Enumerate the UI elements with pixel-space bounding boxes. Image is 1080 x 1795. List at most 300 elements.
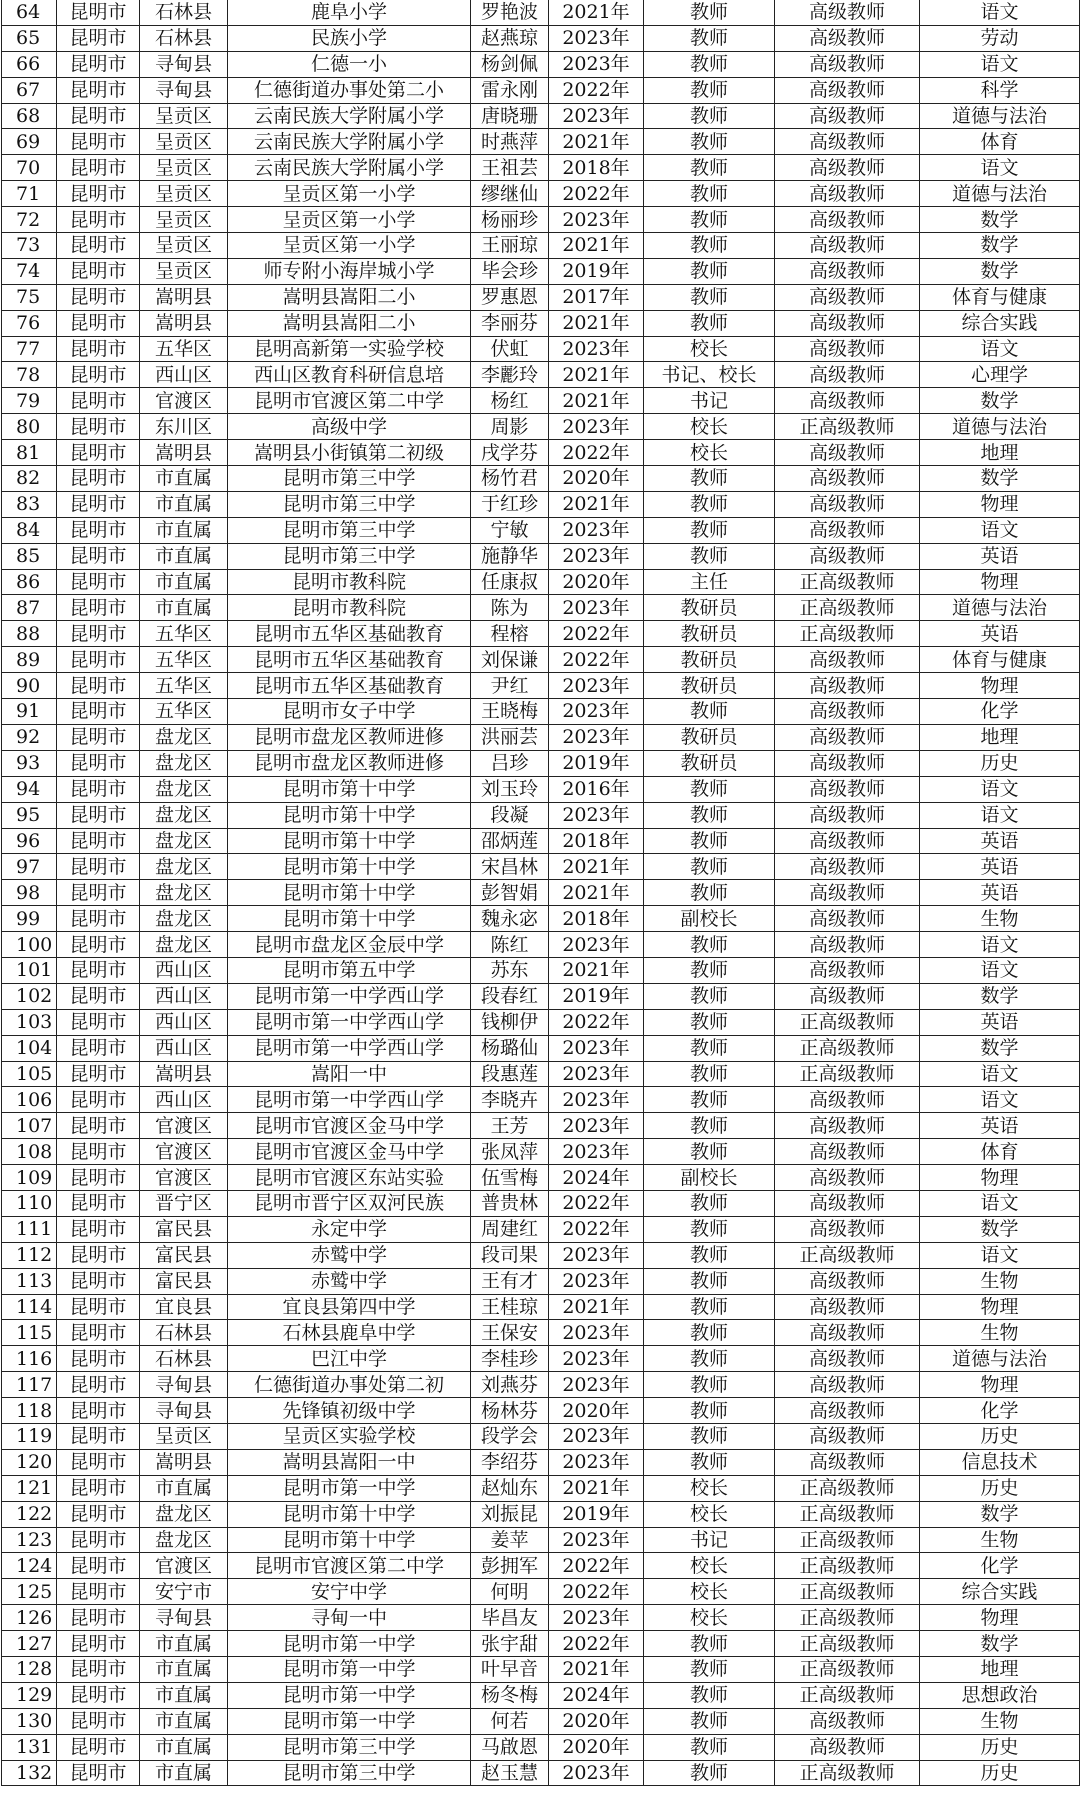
school-cell: 昆明市第十中学 [228,1527,471,1553]
district-cell: 市直属 [140,543,228,569]
title-cell: 高级教师 [775,0,920,25]
district-cell: 市直属 [140,1708,228,1734]
title-cell: 正高级教师 [775,1527,920,1553]
name-cell: 施静华 [471,543,549,569]
name-cell: 缪继仙 [471,181,549,207]
table-row [2,129,1080,155]
school-cell: 昆明市五华区基础教育 [228,647,471,673]
row-number: 71 [2,181,57,207]
school-cell: 寻甸一中 [228,1605,471,1631]
city-cell: 昆明市 [57,1631,140,1657]
position-cell: 教研员 [644,595,775,621]
name-cell: 王有才 [471,1268,549,1294]
name-cell: 张凤萍 [471,1139,549,1165]
row-number: 83 [2,491,57,517]
position-cell: 教师 [644,1631,775,1657]
subject-cell: 化学 [920,699,1080,725]
school-cell: 西山区教育科研信息培 [228,362,471,388]
name-cell: 程榕 [471,621,549,647]
name-cell: 邵炳莲 [471,828,549,854]
subject-cell: 语文 [920,0,1080,25]
name-cell: 赵灿东 [471,1475,549,1501]
table-row [2,1268,1080,1294]
year-cell: 2022年 [549,1190,644,1216]
year-cell: 2023年 [549,1035,644,1061]
city-cell: 昆明市 [57,932,140,958]
position-cell: 教师 [644,51,775,77]
position-cell: 教师 [644,1061,775,1087]
subject-cell: 物理 [920,491,1080,517]
row-number: 67 [2,77,57,103]
school-cell: 嵩明县嵩阳二小 [228,310,471,336]
name-cell: 王晓梅 [471,699,549,725]
district-cell: 呈贡区 [140,1423,228,1449]
table-row [2,284,1080,310]
year-cell: 2018年 [549,155,644,181]
year-cell: 2023年 [549,595,644,621]
school-cell: 民族小学 [228,25,471,51]
subject-cell: 语文 [920,1190,1080,1216]
title-cell: 高级教师 [775,906,920,932]
position-cell: 教师 [644,1449,775,1475]
district-cell: 西山区 [140,362,228,388]
district-cell: 寻甸县 [140,1605,228,1631]
district-cell: 五华区 [140,673,228,699]
city-cell: 昆明市 [57,103,140,129]
name-cell: 王保安 [471,1320,549,1346]
city-cell: 昆明市 [57,1527,140,1553]
school-cell: 昆明市第一中学 [228,1682,471,1708]
district-cell: 官渡区 [140,1113,228,1139]
table-row [2,414,1080,440]
title-cell: 正高级教师 [775,1605,920,1631]
row-number: 70 [2,155,57,181]
title-cell: 高级教师 [775,491,920,517]
title-cell: 高级教师 [775,466,920,492]
position-cell: 教师 [644,1113,775,1139]
city-cell: 昆明市 [57,983,140,1009]
title-cell: 高级教师 [775,155,920,181]
city-cell: 昆明市 [57,258,140,284]
title-cell: 高级教师 [775,1139,920,1165]
table-row [2,491,1080,517]
title-cell: 高级教师 [775,1372,920,1398]
title-cell: 高级教师 [775,880,920,906]
year-cell: 2022年 [549,181,644,207]
name-cell: 王芳 [471,1113,549,1139]
city-cell: 昆明市 [57,880,140,906]
year-cell: 2023年 [549,1449,644,1475]
table-row [2,1113,1080,1139]
position-cell: 校长 [644,336,775,362]
district-cell: 寻甸县 [140,1372,228,1398]
year-cell: 2021年 [549,310,644,336]
title-cell: 高级教师 [775,284,920,310]
position-cell: 教师 [644,1268,775,1294]
school-cell: 昆明市第三中学 [228,1760,471,1786]
table-row [2,1423,1080,1449]
name-cell: 罗惠恩 [471,284,549,310]
row-number: 125 [2,1579,57,1605]
district-cell: 官渡区 [140,1165,228,1191]
name-cell: 洪丽芸 [471,724,549,750]
year-cell: 2021年 [549,957,644,983]
district-cell: 呈贡区 [140,258,228,284]
subject-cell: 数学 [920,1035,1080,1061]
table-row [2,388,1080,414]
name-cell: 段凝 [471,802,549,828]
title-cell: 高级教师 [775,440,920,466]
position-cell: 教师 [644,802,775,828]
row-number: 74 [2,258,57,284]
city-cell: 昆明市 [57,1708,140,1734]
title-cell: 高级教师 [775,310,920,336]
subject-cell: 地理 [920,440,1080,466]
name-cell: 赵玉慧 [471,1760,549,1786]
school-cell: 嵩明县小街镇第二初级 [228,440,471,466]
position-cell: 副校长 [644,1165,775,1191]
position-cell: 教师 [644,517,775,543]
year-cell: 2020年 [549,569,644,595]
row-number: 126 [2,1605,57,1631]
name-cell: 钱柳伊 [471,1009,549,1035]
table-row [2,362,1080,388]
position-cell: 副校长 [644,906,775,932]
district-cell: 五华区 [140,699,228,725]
table-row [2,906,1080,932]
year-cell: 2021年 [549,854,644,880]
row-number: 78 [2,362,57,388]
table-row [2,1475,1080,1501]
name-cell: 毕会珍 [471,258,549,284]
subject-cell: 物理 [920,569,1080,595]
district-cell: 嵩明县 [140,310,228,336]
position-cell: 书记 [644,1527,775,1553]
title-cell: 高级教师 [775,932,920,958]
city-cell: 昆明市 [57,906,140,932]
city-cell: 昆明市 [57,569,140,595]
district-cell: 市直属 [140,491,228,517]
name-cell: 何若 [471,1708,549,1734]
year-cell: 2023年 [549,699,644,725]
row-number: 89 [2,647,57,673]
city-cell: 昆明市 [57,517,140,543]
subject-cell: 物理 [920,1372,1080,1398]
district-cell: 盘龙区 [140,776,228,802]
name-cell: 段司果 [471,1242,549,1268]
row-number: 72 [2,207,57,233]
row-number: 95 [2,802,57,828]
title-cell: 正高级教师 [775,1242,920,1268]
year-cell: 2022年 [549,1631,644,1657]
subject-cell: 心理学 [920,362,1080,388]
table-row [2,1708,1080,1734]
district-cell: 盘龙区 [140,880,228,906]
row-number: 105 [2,1061,57,1087]
title-cell: 高级教师 [775,828,920,854]
year-cell: 2021年 [549,388,644,414]
year-cell: 2021年 [549,1475,644,1501]
position-cell: 教师 [644,466,775,492]
district-cell: 呈贡区 [140,155,228,181]
title-cell: 高级教师 [775,1734,920,1760]
year-cell: 2021年 [549,1657,644,1683]
district-cell: 市直属 [140,1734,228,1760]
title-cell: 正高级教师 [775,414,920,440]
title-cell: 正高级教师 [775,1760,920,1786]
subject-cell: 数学 [920,983,1080,1009]
name-cell: 伍雪梅 [471,1165,549,1191]
school-cell: 昆明市教科院 [228,595,471,621]
subject-cell: 数学 [920,233,1080,259]
subject-cell: 数学 [920,207,1080,233]
row-number: 103 [2,1009,57,1035]
city-cell: 昆明市 [57,362,140,388]
position-cell: 教师 [644,1423,775,1449]
table-row [2,595,1080,621]
subject-cell: 语文 [920,957,1080,983]
title-cell: 高级教师 [775,724,920,750]
year-cell: 2019年 [549,983,644,1009]
school-cell: 昆明市第一中学西山学 [228,983,471,1009]
city-cell: 昆明市 [57,1242,140,1268]
year-cell: 2017年 [549,284,644,310]
city-cell: 昆明市 [57,1087,140,1113]
title-cell: 高级教师 [775,1708,920,1734]
district-cell: 宜良县 [140,1294,228,1320]
school-cell: 昆明市官渡区东站实验 [228,1165,471,1191]
school-cell: 石林县鹿阜中学 [228,1320,471,1346]
city-cell: 昆明市 [57,1061,140,1087]
city-cell: 昆明市 [57,673,140,699]
position-cell: 教师 [644,1294,775,1320]
year-cell: 2022年 [549,647,644,673]
table-row [2,336,1080,362]
subject-cell: 历史 [920,750,1080,776]
subject-cell: 化学 [920,1553,1080,1579]
year-cell: 2023年 [549,1242,644,1268]
row-number: 119 [2,1423,57,1449]
subject-cell: 信息技术 [920,1449,1080,1475]
table-row [2,103,1080,129]
title-cell: 高级教师 [775,543,920,569]
name-cell: 李彲玲 [471,362,549,388]
subject-cell: 英语 [920,828,1080,854]
subject-cell: 生物 [920,1527,1080,1553]
subject-cell: 语文 [920,1242,1080,1268]
district-cell: 石林县 [140,0,228,25]
row-number: 64 [2,0,57,25]
school-cell: 昆明市盘龙区教师进修 [228,724,471,750]
subject-cell: 英语 [920,854,1080,880]
position-cell: 教师 [644,828,775,854]
title-cell: 高级教师 [775,181,920,207]
city-cell: 昆明市 [57,854,140,880]
city-cell: 昆明市 [57,51,140,77]
table-row [2,1631,1080,1657]
row-number: 122 [2,1501,57,1527]
subject-cell: 数学 [920,258,1080,284]
name-cell: 王祖芸 [471,155,549,181]
school-cell: 昆明市第三中学 [228,466,471,492]
district-cell: 市直属 [140,1682,228,1708]
district-cell: 嵩明县 [140,440,228,466]
district-cell: 市直属 [140,1631,228,1657]
table-row [2,1734,1080,1760]
name-cell: 苏东 [471,957,549,983]
year-cell: 2021年 [549,880,644,906]
subject-cell: 生物 [920,1268,1080,1294]
subject-cell: 历史 [920,1423,1080,1449]
title-cell: 高级教师 [775,802,920,828]
district-cell: 五华区 [140,647,228,673]
district-cell: 嵩明县 [140,1449,228,1475]
subject-cell: 生物 [920,1708,1080,1734]
row-number: 128 [2,1657,57,1683]
name-cell: 任康叔 [471,569,549,595]
city-cell: 昆明市 [57,724,140,750]
row-number: 132 [2,1760,57,1786]
position-cell: 教师 [644,1346,775,1372]
subject-cell: 综合实践 [920,310,1080,336]
district-cell: 市直属 [140,1760,228,1786]
title-cell: 高级教师 [775,1398,920,1424]
city-cell: 昆明市 [57,1268,140,1294]
school-cell: 昆明市第三中学 [228,1734,471,1760]
school-cell: 云南民族大学附属小学 [228,129,471,155]
table-row [2,1579,1080,1605]
row-number: 117 [2,1372,57,1398]
district-cell: 官渡区 [140,388,228,414]
table-row [2,1527,1080,1553]
table-row [2,25,1080,51]
subject-cell: 英语 [920,880,1080,906]
subject-cell: 体育 [920,129,1080,155]
subject-cell: 数学 [920,1216,1080,1242]
position-cell: 教师 [644,1760,775,1786]
title-cell: 高级教师 [775,362,920,388]
title-cell: 高级教师 [775,388,920,414]
row-number: 80 [2,414,57,440]
city-cell: 昆明市 [57,595,140,621]
school-cell: 赤鹫中学 [228,1242,471,1268]
city-cell: 昆明市 [57,776,140,802]
year-cell: 2022年 [549,1553,644,1579]
subject-cell: 道德与法治 [920,414,1080,440]
position-cell: 教师 [644,25,775,51]
position-cell: 校长 [644,1579,775,1605]
school-cell: 昆明高新第一实验学校 [228,336,471,362]
title-cell: 高级教师 [775,1294,920,1320]
school-cell: 昆明市第十中学 [228,802,471,828]
school-cell: 鹿阜小学 [228,0,471,25]
subject-cell: 数学 [920,466,1080,492]
school-cell: 昆明市盘龙区教师进修 [228,750,471,776]
district-cell: 呈贡区 [140,181,228,207]
name-cell: 戌学芬 [471,440,549,466]
name-cell: 周建红 [471,1216,549,1242]
district-cell: 西山区 [140,1087,228,1113]
row-number: 76 [2,310,57,336]
title-cell: 高级教师 [775,750,920,776]
table-row [2,207,1080,233]
position-cell: 校长 [644,1553,775,1579]
title-cell: 高级教师 [775,854,920,880]
city-cell: 昆明市 [57,1190,140,1216]
district-cell: 嵩明县 [140,1061,228,1087]
school-cell: 呈贡区第一小学 [228,207,471,233]
table-row [2,1449,1080,1475]
row-number: 111 [2,1216,57,1242]
school-cell: 昆明市第十中学 [228,828,471,854]
name-cell: 陈为 [471,595,549,621]
city-cell: 昆明市 [57,1734,140,1760]
position-cell: 教师 [644,1734,775,1760]
name-cell: 杨璐仙 [471,1035,549,1061]
title-cell: 高级教师 [775,647,920,673]
subject-cell: 语文 [920,517,1080,543]
year-cell: 2023年 [549,1423,644,1449]
subject-cell: 英语 [920,1009,1080,1035]
school-cell: 仁德街道办事处第二小 [228,77,471,103]
name-cell: 宋昌林 [471,854,549,880]
title-cell: 高级教师 [775,1190,920,1216]
year-cell: 2023年 [549,932,644,958]
subject-cell: 生物 [920,1320,1080,1346]
title-cell: 高级教师 [775,1216,920,1242]
year-cell: 2023年 [549,414,644,440]
row-number: 131 [2,1734,57,1760]
name-cell: 段惠莲 [471,1061,549,1087]
row-number: 124 [2,1553,57,1579]
name-cell: 彭拥军 [471,1553,549,1579]
district-cell: 呈贡区 [140,129,228,155]
position-cell: 教师 [644,854,775,880]
row-number: 116 [2,1346,57,1372]
school-cell: 昆明市第一中学西山学 [228,1035,471,1061]
school-cell: 昆明市第一中学西山学 [228,1009,471,1035]
school-cell: 仁德街道办事处第二初 [228,1372,471,1398]
position-cell: 教师 [644,880,775,906]
row-number: 86 [2,569,57,595]
row-number: 123 [2,1527,57,1553]
row-number: 112 [2,1242,57,1268]
city-cell: 昆明市 [57,1009,140,1035]
subject-cell: 生物 [920,906,1080,932]
position-cell: 教师 [644,1398,775,1424]
district-cell: 西山区 [140,983,228,1009]
district-cell: 富民县 [140,1242,228,1268]
subject-cell: 物理 [920,1294,1080,1320]
district-cell: 盘龙区 [140,906,228,932]
name-cell: 陈红 [471,932,549,958]
year-cell: 2022年 [549,440,644,466]
row-number: 73 [2,233,57,259]
district-cell: 寻甸县 [140,77,228,103]
school-cell: 昆明市官渡区第二中学 [228,1553,471,1579]
school-cell: 仁德一小 [228,51,471,77]
table-row [2,699,1080,725]
city-cell: 昆明市 [57,310,140,336]
title-cell: 正高级教师 [775,1631,920,1657]
name-cell: 段学会 [471,1423,549,1449]
row-number: 114 [2,1294,57,1320]
title-cell: 正高级教师 [775,621,920,647]
city-cell: 昆明市 [57,25,140,51]
position-cell: 教师 [644,1372,775,1398]
name-cell: 毕昌友 [471,1605,549,1631]
city-cell: 昆明市 [57,1760,140,1786]
